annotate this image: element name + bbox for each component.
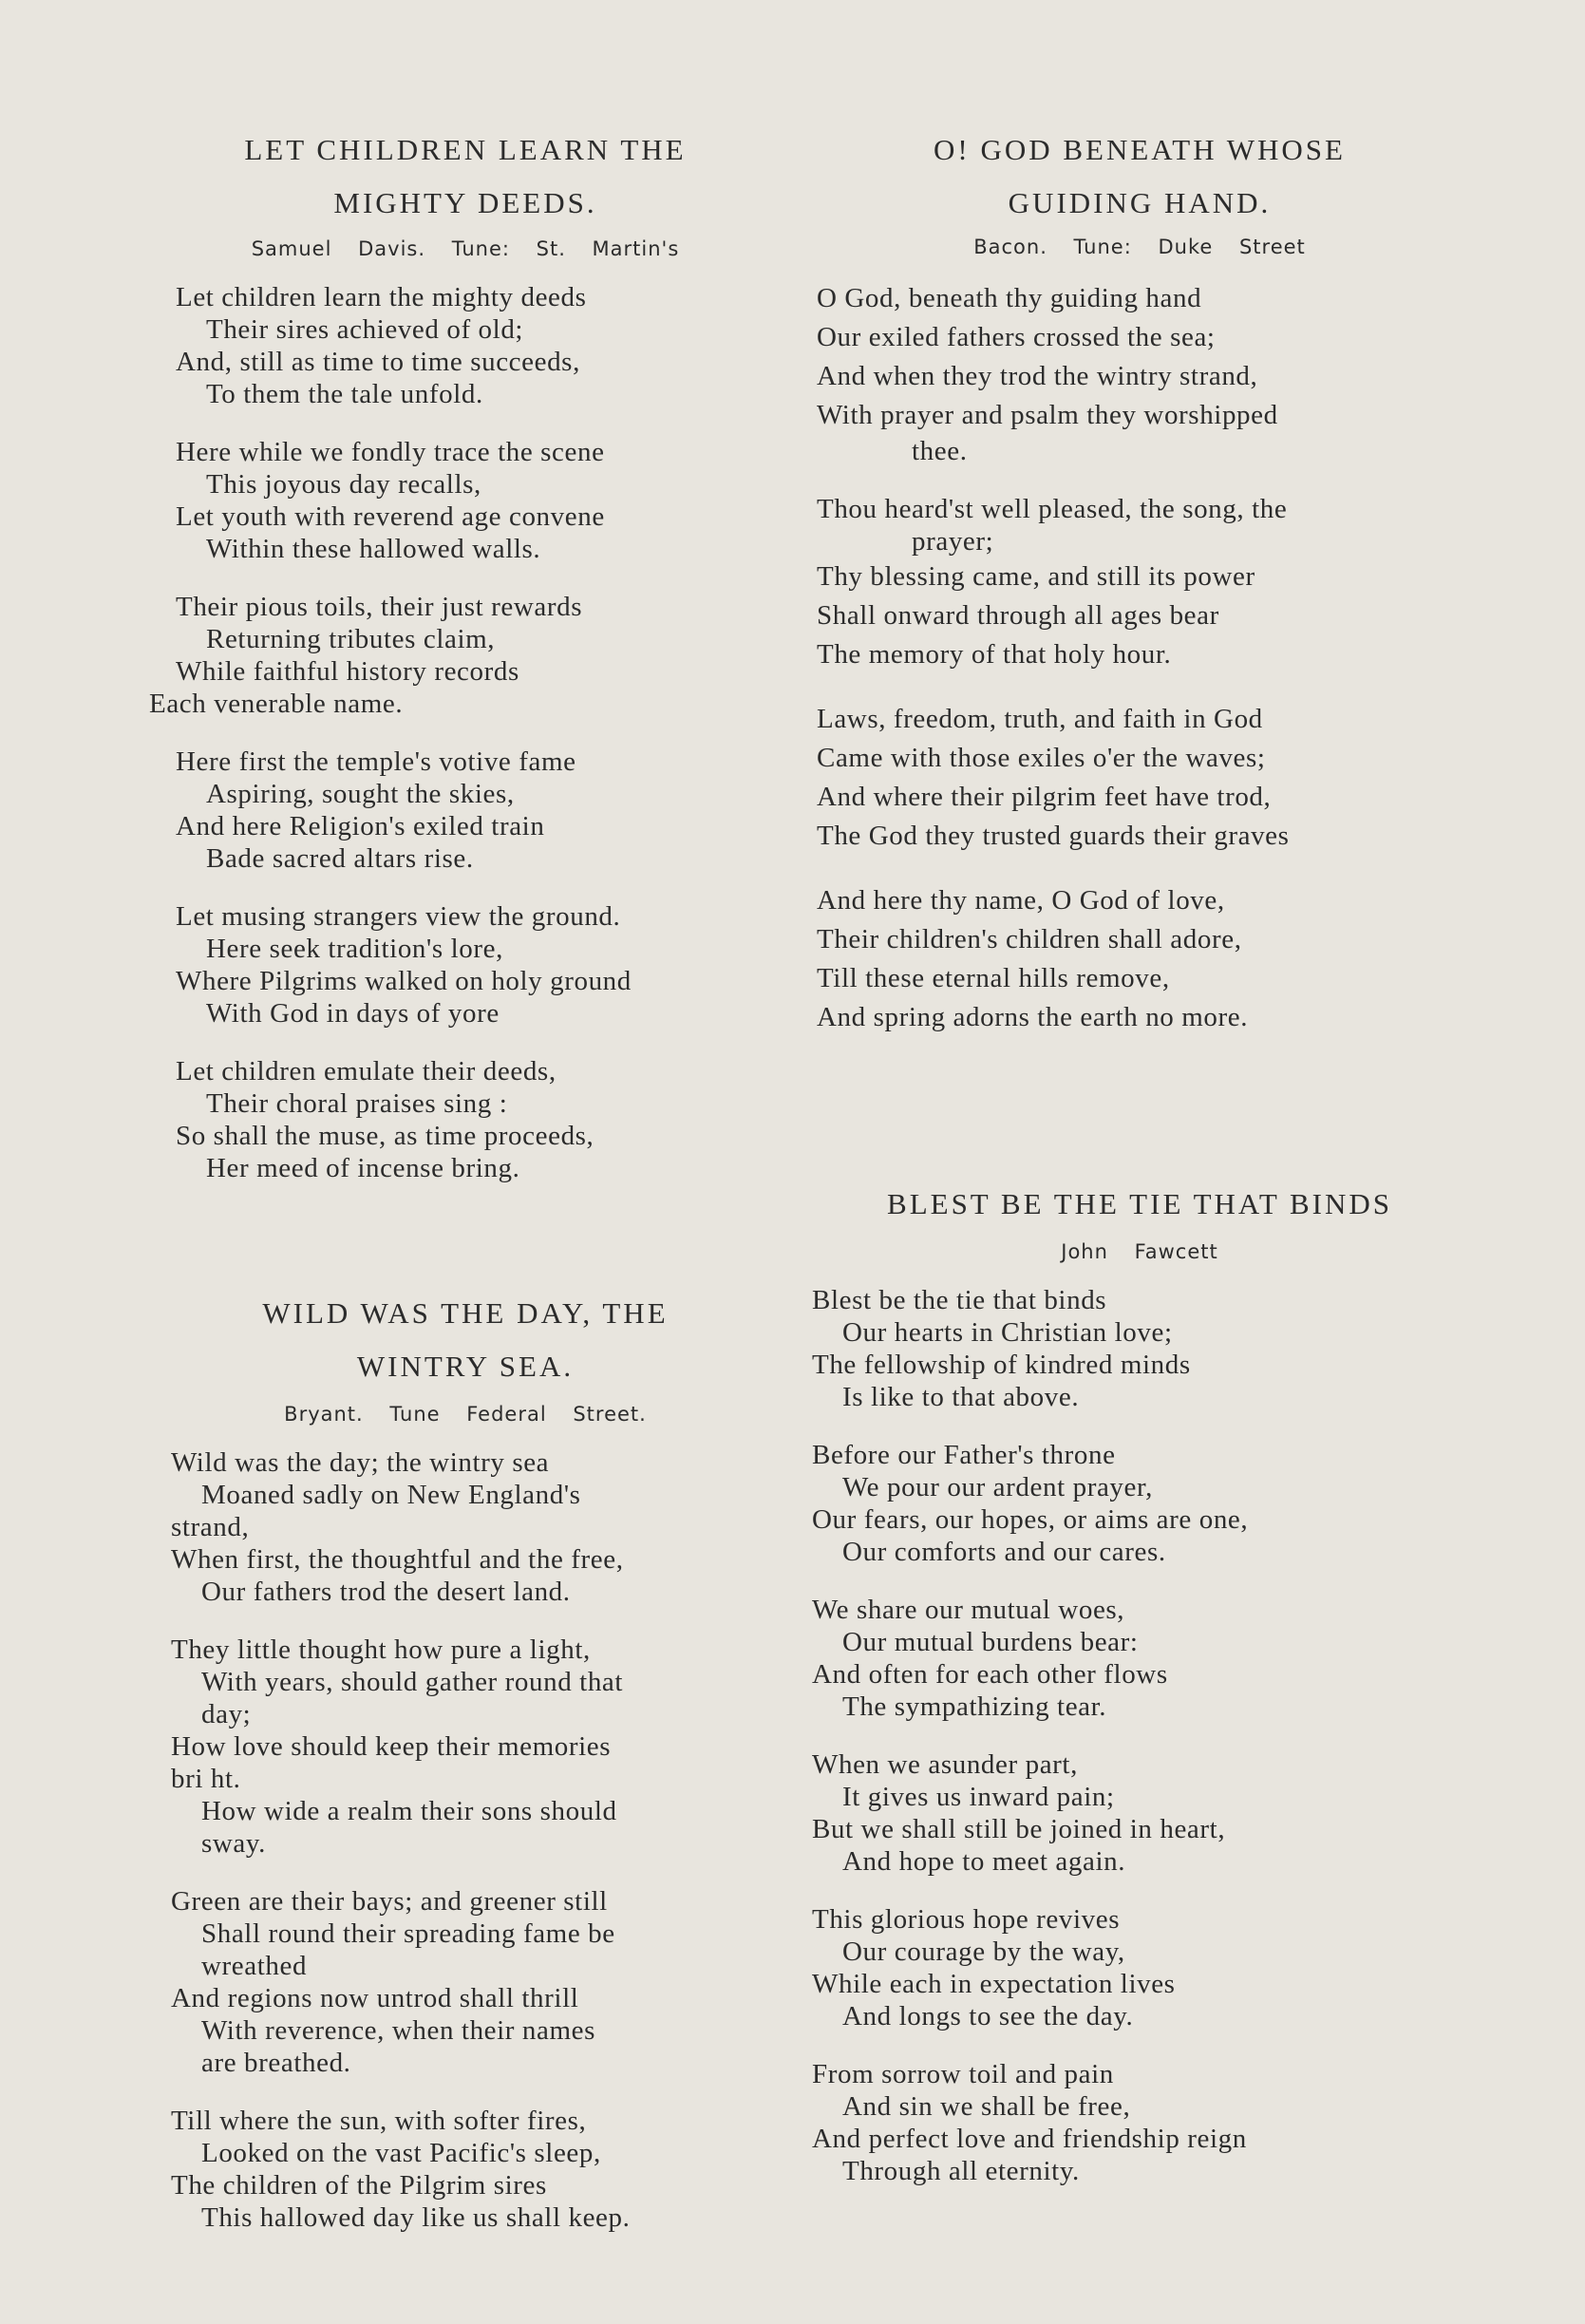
verse-line: Let youth with reverend age convene [176,501,605,532]
verse-line: So shall the muse, as time proceeds, [176,1121,594,1151]
verse-line: And regions now untrod shall thrill [171,1983,579,2013]
verse-line: And sin we shall be free, [842,2091,1131,2122]
title-line: WILD WAS THE DAY, THE [262,1296,669,1330]
stanza [817,700,1472,856]
verse-line: The memory of that holy hour. [817,639,1172,670]
verse-line: But we shall still be joined in heart, [812,1814,1226,1844]
verse-line: We share our mutual woes, [812,1595,1125,1625]
verse-line: With years, should gather round that [201,1667,624,1697]
stanza [176,436,783,565]
hymn-let-children [147,123,783,1210]
verse-line: Their pious toils, their just rewards [176,592,583,622]
title-line: WINTRY SEA. [356,1350,575,1383]
hymn-title [147,123,783,230]
verse-line: And perfect love and friendship reign [812,2124,1247,2154]
hymn-byline: John Fawcett [1061,1240,1218,1263]
verse-line: With God in days of yore [206,998,500,1029]
verse-line: With prayer and psalm they worshipped [817,400,1278,430]
hymn-o-god-beneath [807,123,1472,1063]
verse-line: And when they trod the wintry strand, [817,361,1258,391]
verse-line: This joyous day recalls, [206,469,481,500]
verse-line: We pour our ardent prayer, [842,1472,1153,1502]
verse-line: How wide a realm their sons should [201,1796,617,1826]
title-line: LET CHILDREN LEARN THE [244,133,687,166]
stanza [812,1284,1472,1413]
verse-line: This glorious hope revives [812,1904,1121,1935]
verse-line: Let children emulate their deeds, [176,1056,557,1086]
verse-line: To them the tale unfold. [206,379,483,409]
verse-line: From sorrow toil and pain [812,2059,1114,2089]
verse-line: Each venerable name. [149,689,404,719]
verse-line: And spring adorns the earth no more. [817,1002,1249,1032]
verse-line: O God, beneath thy guiding hand [817,283,1202,313]
verse-line: Our comforts and our cares. [842,1537,1166,1567]
verse-line: This hallowed day like us shall keep. [201,2202,631,2233]
verse-line: Is like to that above. [842,1382,1080,1412]
verse-line: With reverence, when their names [201,2015,595,2046]
verse-line: And where their pilgrim feet have trod, [817,782,1272,812]
stanza [817,881,1472,1037]
verse-line: Green are their bays; and greener still [171,1886,608,1917]
verse-line: thee. [912,436,968,466]
verse-line: Bade sacred altars rise. [206,843,474,874]
verse-line: Our courage by the way, [842,1937,1125,1967]
hymn-wild-was-the-day [152,1287,779,2259]
verse-line: And here thy name, O God of love, [817,885,1225,916]
stanza [171,1634,779,1860]
verse-line: Our fears, our hopes, or aims are one, [812,1504,1249,1535]
verse-line: Here while we fondly trace the scene [176,437,605,467]
verse-line: Looked on the vast Pacific's sleep, [201,2138,601,2168]
verse-line: Shall round their spreading fame be [201,1918,615,1949]
verse-line: And hope to meet again. [842,1846,1126,1877]
hymn-byline: Bacon. Tune: Duke Street [973,236,1306,258]
verse-line: And here Religion's exiled train [176,811,545,841]
verse-line: Her meed of incense bring. [206,1153,520,1183]
verse-line: Thou heard'st well pleased, the song, the [817,494,1288,524]
verse-line: Aspiring, sought the skies, [206,779,515,809]
title-line: GUIDING HAND. [1008,186,1272,219]
hymn-title [152,1287,779,1393]
verse-line: Their sires achieved of old; [206,314,524,345]
title-line: MIGHTY DEEDS. [333,186,597,219]
hymn-byline: Bryant. Tune Federal Street. [284,1403,647,1426]
stanza [812,1748,1472,1878]
verse-line: Here first the temple's votive fame [176,746,576,777]
verse-line: Where Pilgrims walked on holy ground [176,966,632,996]
verse-line: The God they trusted guards their graves [817,821,1290,851]
verse-line: Till where the sun, with softer fires, [171,2106,587,2136]
hymn-title [807,123,1472,230]
verse-line: Let musing strangers view the ground. [176,901,621,932]
verse-line: wreathed [201,1951,308,1981]
stanza [176,900,783,1030]
verse-line: Through all eternity. [842,2156,1080,2186]
verse-line: Shall onward through all ages bear [817,600,1219,631]
verse-line: strand, [171,1512,250,1542]
verse-line: Our exiled fathers crossed the sea; [817,322,1216,352]
verse-line: Here seek tradition's lore, [206,934,503,964]
verse-line: When first, the thoughtful and the free, [171,1544,624,1575]
stanza [149,591,783,720]
verse-line: They little thought how pure a light, [171,1634,591,1665]
verse-line: Our hearts in Christian love; [842,1317,1173,1348]
verse-line: Thy blessing came, and still its power [817,561,1255,592]
verse-line: Till these eternal hills remove, [817,963,1170,993]
verse-line: Let children learn the mighty deeds [176,282,587,312]
verse-line: bri ht. [171,1764,241,1794]
stanza [176,1055,783,1184]
verse-line: While each in expectation lives [812,1969,1176,1999]
verse-line: Our fathers trod the desert land. [201,1577,571,1607]
title-line: BLEST BE THE TIE THAT BINDS [887,1187,1392,1220]
stanza [171,1885,779,2079]
verse-line: Their choral praises sing : [206,1088,508,1119]
title-line: O! GOD BENEATH WHOSE [934,133,1346,166]
verse-line: And, still as time to time succeeds, [176,347,580,377]
stanza [812,2058,1472,2187]
verse-line: The children of the Pilgrim sires [171,2170,547,2201]
verse-line: And longs to see the day. [842,2001,1134,2031]
stanza [817,493,1472,674]
stanza [171,2105,779,2234]
verse-line: Moaned sadly on New England's [201,1480,581,1510]
stanza [812,1903,1472,2032]
verse-line: Within these hallowed walls. [206,534,541,564]
verse-line: day; [201,1699,252,1729]
verse-line: How love should keep their memories [171,1731,612,1762]
stanza [812,1439,1472,1568]
verse-line: Laws, freedom, truth, and faith in God [817,704,1263,734]
verse-line: When we asunder part, [812,1749,1078,1780]
verse-line: sway. [201,1828,266,1859]
stanza [171,1446,779,1608]
verse-line: It gives us inward pain; [842,1782,1115,1812]
stanza [176,281,783,410]
verse-line: Returning tributes claim, [206,624,496,654]
verse-line: Wild was the day; the wintry sea [171,1447,550,1478]
verse-line: And often for each other flows [812,1659,1168,1690]
verse-line: Before our Father's throne [812,1440,1116,1470]
verse-line: are breathed. [201,2048,351,2078]
stanza [812,1594,1472,1723]
hymn-title [807,1178,1472,1231]
verse-line: Our mutual burdens bear: [842,1627,1139,1657]
verse-line: While faithful history records [176,656,519,687]
verse-line: The fellowship of kindred minds [812,1350,1191,1380]
verse-line: prayer; [912,526,994,557]
stanza [176,746,783,875]
verse-line: Blest be the tie that binds [812,1285,1107,1315]
verse-line: Came with those exiles o'er the waves; [817,743,1266,773]
stanza [817,279,1472,467]
hymn-byline: Samuel Davis. Tune: St. Martin's [251,237,680,260]
verse-line: The sympathizing tear. [842,1691,1107,1722]
hymn-blest-be-the-tie [807,1178,1472,2213]
verse-line: Their children's children shall adore, [817,924,1242,954]
